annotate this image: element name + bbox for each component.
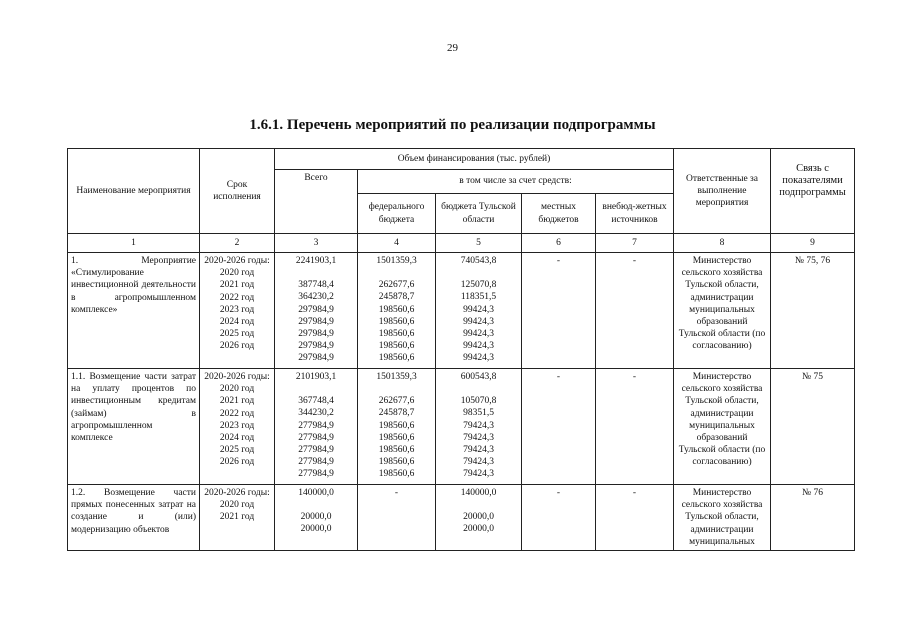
header-responsible: Ответственные за выполнение мероприятия xyxy=(674,149,771,234)
year: 2025 год xyxy=(219,329,255,340)
federal-value: 198560,6 xyxy=(378,353,415,364)
col-number: 5 xyxy=(436,234,522,253)
header-link: Связь с показателями подпрограммы xyxy=(771,149,855,234)
regional-value: 99424,3 xyxy=(463,353,494,364)
col-number: 3 xyxy=(275,234,358,253)
total-value: 20000,0 xyxy=(300,524,332,535)
federal-value: 262677,6 xyxy=(378,396,415,407)
offbudget-value: - xyxy=(596,369,674,485)
header-local: местных бюджетов xyxy=(522,194,596,234)
indicator-link: № 75, 76 xyxy=(771,253,855,369)
regional-value: 105070,8 xyxy=(460,396,497,407)
total-value: 297984,9 xyxy=(298,316,334,327)
regional-value: 99424,3 xyxy=(463,316,494,327)
year: 2025 год xyxy=(219,445,255,456)
regional-head: 140000,0 xyxy=(460,488,497,498)
federal-value: 198560,6 xyxy=(378,316,415,327)
year: 2024 год xyxy=(219,317,255,328)
regional-value: 99424,3 xyxy=(463,329,494,340)
regional-value: 99424,3 xyxy=(463,304,494,315)
col-number: 7 xyxy=(596,234,674,253)
header-funding: Объем финансирования (тыс. рублей) xyxy=(275,149,674,170)
federal-head: 1501359,3 xyxy=(376,372,417,382)
regional-value: 79424,3 xyxy=(463,445,494,456)
federal-head: - xyxy=(358,485,436,551)
regional-value: 99424,3 xyxy=(463,341,494,352)
total-value: 277984,9 xyxy=(298,457,334,468)
regional-head: 740543,8 xyxy=(460,256,497,266)
offbudget-value: - xyxy=(596,253,674,369)
term-head: 2020-2026 годы: xyxy=(204,488,270,498)
year: 2020 год xyxy=(219,268,255,279)
table-row xyxy=(68,485,855,551)
regional-value: 118351,5 xyxy=(460,292,497,303)
regional-value: 79424,3 xyxy=(463,469,494,480)
total-value: 387748,4 xyxy=(298,280,334,291)
total-value: 297984,9 xyxy=(298,341,334,352)
year: 2023 год xyxy=(219,420,255,431)
federal-value: 198560,6 xyxy=(378,304,415,315)
regional-value: 20000,0 xyxy=(463,524,494,535)
federal-value: 198560,6 xyxy=(378,420,415,431)
activity-name: 1.2. Возмещение части прямых понесенных затрат на создание и (или) модернизацию объектов xyxy=(68,485,200,551)
regional-value: 79424,3 xyxy=(463,420,494,431)
activity-name: 1.1. Возмещение части затрат на уплату процентов по инвестиционным кредитам (займам) в агропромышленном комплексе xyxy=(68,369,200,485)
col-number: 2 xyxy=(200,234,275,253)
activities-table xyxy=(67,148,855,551)
local-value: - xyxy=(522,253,596,369)
total-value: 20000,0 xyxy=(300,512,332,523)
total-value: 297984,9 xyxy=(298,353,334,364)
total-value: 277984,9 xyxy=(298,420,334,431)
header-total: Всего xyxy=(275,170,358,234)
local-value: - xyxy=(522,485,596,551)
header-federal: федерального бюджета xyxy=(358,194,436,234)
table-row xyxy=(68,369,855,485)
offbudget-value: - xyxy=(596,485,674,551)
federal-value: 262677,6 xyxy=(378,280,415,291)
total-head: 2101903,1 xyxy=(295,372,337,382)
col-number: 9 xyxy=(771,234,855,253)
total-value: 364230,2 xyxy=(298,292,334,303)
federal-value: 198560,6 xyxy=(378,432,415,443)
total-head: 140000,0 xyxy=(298,488,334,498)
federal-value: 245878,7 xyxy=(378,292,415,303)
section-title: 1.6.1. Перечень мероприятий по реализации подпрограммы xyxy=(249,117,656,133)
federal-value: 198560,6 xyxy=(378,445,415,456)
responsible: Министерство сельского хозяйства Тульской области, администрации муниципальных xyxy=(674,485,771,551)
year: 2022 год xyxy=(219,408,255,419)
federal-value: 198560,6 xyxy=(378,457,415,468)
term-head: 2020-2026 годы: xyxy=(204,256,270,266)
federal-value: 198560,6 xyxy=(378,341,415,352)
responsible: Министерство сельского хозяйства Тульской области, администрации муниципальных образований Тульской области (по согласованию) xyxy=(674,369,771,485)
regional-value: 20000,0 xyxy=(463,512,494,523)
total-value: 367748,4 xyxy=(298,396,334,407)
col-number: 6 xyxy=(522,234,596,253)
year: 2023 год xyxy=(219,304,255,315)
federal-value: 245878,7 xyxy=(378,408,415,419)
year: 2021 год xyxy=(219,512,255,523)
col-number: 8 xyxy=(674,234,771,253)
header-name: Наименование мероприятия xyxy=(68,149,200,234)
year: 2026 год xyxy=(219,341,255,352)
header-regional: бюджета Тульской области xyxy=(436,194,522,234)
year: 2020 год xyxy=(219,500,255,511)
activity-name: 1. Мероприятие «Стимулирование инвестиционной деятельности в агропромышленном комплексе» xyxy=(68,253,200,369)
regional-value: 98351,5 xyxy=(463,408,494,419)
col-number: 1 xyxy=(68,234,200,253)
regional-head: 600543,8 xyxy=(460,372,497,382)
regional-value: 125070,8 xyxy=(460,280,497,291)
federal-value: 198560,6 xyxy=(378,329,415,340)
federal-head: 1501359,3 xyxy=(376,256,417,266)
year: 2020 год xyxy=(219,384,255,395)
year: 2021 год xyxy=(219,280,255,291)
year: 2022 год xyxy=(219,292,255,303)
total-value: 297984,9 xyxy=(298,329,334,340)
column-numbers-row xyxy=(68,234,855,253)
term-head: 2020-2026 годы: xyxy=(204,372,270,382)
local-value: - xyxy=(522,369,596,485)
indicator-link: № 75 xyxy=(771,369,855,485)
table-row xyxy=(68,253,855,369)
header-offbudget: внебюд-жетных источников xyxy=(596,194,674,234)
responsible: Министерство сельского хозяйства Тульской области, администрации муниципальных образований Тульской области (по согласованию) xyxy=(674,253,771,369)
regional-value: 79424,3 xyxy=(463,457,494,468)
col-number: 4 xyxy=(358,234,436,253)
total-head: 2241903,1 xyxy=(295,256,337,266)
total-value: 297984,9 xyxy=(298,304,334,315)
year: 2021 год xyxy=(219,396,255,407)
page-number: 29 xyxy=(447,42,458,54)
total-value: 344230,2 xyxy=(298,408,334,419)
header-including: в том числе за счет средств: xyxy=(358,170,674,194)
total-value: 277984,9 xyxy=(298,432,334,443)
year: 2024 год xyxy=(219,433,255,444)
indicator-link: № 76 xyxy=(771,485,855,551)
regional-value: 79424,3 xyxy=(463,432,494,443)
federal-value: 198560,6 xyxy=(378,469,415,480)
total-value: 277984,9 xyxy=(298,469,334,480)
total-value: 277984,9 xyxy=(298,445,334,456)
year: 2026 год xyxy=(219,457,255,468)
header-term: Срок исполнения xyxy=(200,149,275,234)
